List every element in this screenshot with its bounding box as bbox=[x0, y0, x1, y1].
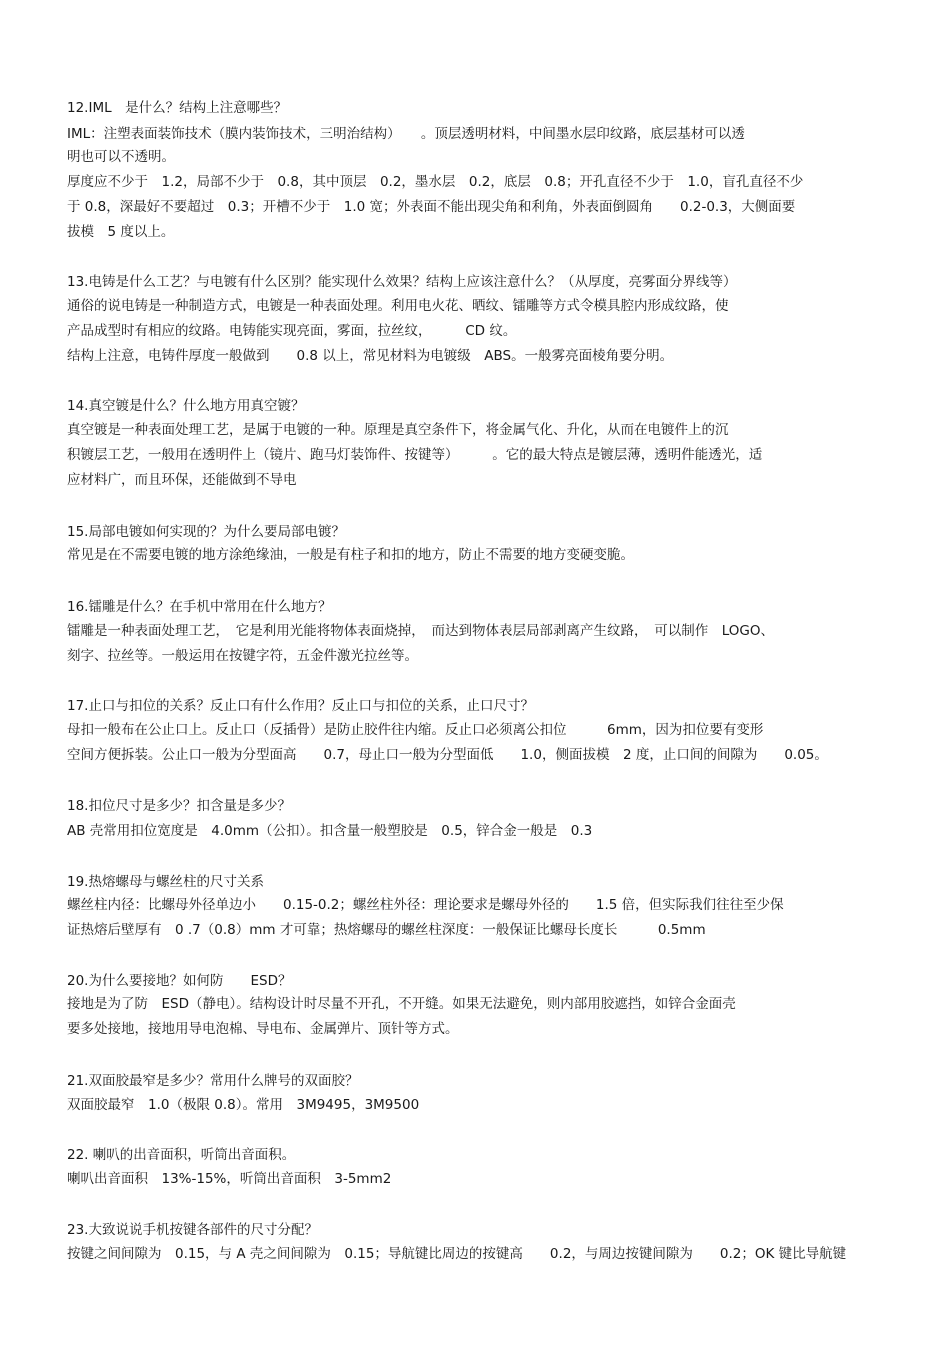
answer-line: 喇叭出音面积 13%-15%，听筒出音面积 3-5mm2 bbox=[67, 1171, 392, 1187]
question-16: 16.镭雕是什么？在手机中常用在什么地方？ bbox=[67, 599, 332, 615]
question-23: 23.大致说说手机按键各部件的尺寸分配？ bbox=[67, 1222, 318, 1238]
answer-line: 积镀层工艺，一般用在透明件上（镜片、跑马灯装饰件、按键等） 。它的最大特点是镀层薄，透明件能透光，适 bbox=[67, 447, 763, 463]
answer-line: 镭雕是一种表面处理工艺， 它是利用光能将物体表面烧掉， 而达到物体表层局部剥离产生纹路， 可以制作 LOGO、 bbox=[67, 623, 775, 639]
answer-line: 结构上注意，电铸件厚度一般做到 0.8 以上，常见材料为电镀级 ABS。一般雾亮面棱角要分明。 bbox=[67, 348, 674, 364]
answer-line: 要多处接地，接地用导电泡棉、导电布、金属弹片、顶针等方式。 bbox=[67, 1021, 459, 1037]
question-22: 22. 喇叭的出音面积，听筒出音面积。 bbox=[67, 1147, 296, 1163]
answer-line: 拔模 5 度以上。 bbox=[67, 224, 175, 240]
answer-line: 常见是在不需要电镀的地方涂绝缘油，一般是有柱子和扣的地方，防止不需要的地方变硬变脆。 bbox=[67, 547, 634, 563]
answer-line: 证热熔后壁厚有 0 .7（0.8）mm 才可靠；热熔螺母的螺丝柱深度：一般保证比螺母长度长 0.5mm bbox=[67, 922, 706, 938]
question-21: 21.双面胶最窄是多少？常用什么牌号的双面胶？ bbox=[67, 1073, 359, 1089]
answer-line: 应材料广，而且环保，还能做到不导电 bbox=[67, 472, 297, 488]
answer-line: 按键之间间隙为 0.15，与 A 壳之间间隙为 0.15；导航键比周边的按键高 0.2，与周边按键间隙为 0.2；OK 键比导航键 bbox=[67, 1246, 847, 1262]
question-12: 12.IML 是什么？结构上注意哪些？ bbox=[67, 100, 288, 116]
answer-line: 真空镀是一种表面处理工艺，是属于电镀的一种。原理是真空条件下，将金属气化、升化，从而在电镀件上的沉 bbox=[67, 422, 729, 438]
answer-line: 厚度应不少于 1.2，局部不少于 0.8，其中顶层 0.2，墨水层 0.2，底层 0.8；开孔直径不少于 1.0，盲孔直径不少 bbox=[67, 174, 804, 190]
answer-line: 螺丝柱内径：比螺母外径单边小 0.15-0.2；螺丝柱外径：理论要求是螺母外径的 1.5 倍，但实际我们往往至少保 bbox=[67, 897, 784, 913]
question-20: 20.为什么要接地？如何防 ESD？ bbox=[67, 973, 292, 989]
question-14: 14.真空镀是什么？什么地方用真空镀？ bbox=[67, 398, 305, 414]
answer-line: 接地是为了防 ESD（静电）。结构设计时尽量不开孔，不开缝。如果无法避免，则内部用胶遮挡，如锌合金面壳 bbox=[67, 996, 736, 1012]
answer-line: AB 壳常用扣位宽度是 4.0mm（公扣）。扣含量一般塑胶是 0.5，锌合金一般是 0.3 bbox=[67, 823, 593, 839]
answer-line: 双面胶最窄 1.0（极限 0.8）。常用 3M9495，3M9500 bbox=[67, 1097, 420, 1113]
answer-line: 母扣一般布在公止口上。反止口（反插骨）是防止胶件往内缩。反止口必须离公扣位 6mm，因为扣位要有变形 bbox=[67, 722, 764, 738]
answer-line: 于 0.8，深最好不要超过 0.3；开槽不少于 1.0 宽；外表面不能出现尖角和利角，外表面倒圆角 0.2-0.3，大侧面要 bbox=[67, 199, 796, 215]
answer-line: 产品成型时有相应的纹路。电铸能实现亮面，雾面，拉丝纹， CD 纹。 bbox=[67, 323, 517, 339]
answer-line: IML：注塑表面装饰技术（膜内装饰技术，三明治结构） 。顶层透明材料，中间墨水层印纹路，底层基材可以透 bbox=[67, 126, 745, 142]
answer-line: 空间方便拆装。公止口一般为分型面高 0.7，母止口一般为分型面低 1.0，侧面拔模 2 度，止口间的间隙为 0.05。 bbox=[67, 747, 828, 763]
question-17: 17.止口与扣位的关系？反止口有什么作用？反止口与扣位的关系，止口尺寸？ bbox=[67, 698, 534, 714]
question-13: 13.电铸是什么工艺？与电镀有什么区别？能实现什么效果？结构上应该注意什么？（从厚度，亮雾面分界线等） bbox=[67, 274, 737, 290]
question-15: 15.局部电镀如何实现的？为什么要局部电镀？ bbox=[67, 524, 345, 540]
answer-line: 通俗的说电铸是一种制造方式，电镀是一种表面处理。利用电火花、晒纹、镭雕等方式令模具腔内形成纹路，使 bbox=[67, 298, 729, 314]
question-18: 18.扣位尺寸是多少？扣含量是多少？ bbox=[67, 798, 291, 814]
answer-line: 明也可以不透明。 bbox=[67, 149, 175, 165]
answer-line: 刻字、拉丝等。一般运用在按键字符，五金件激光拉丝等。 bbox=[67, 648, 418, 664]
question-19: 19.热熔螺母与螺丝柱的尺寸关系 bbox=[67, 874, 264, 890]
